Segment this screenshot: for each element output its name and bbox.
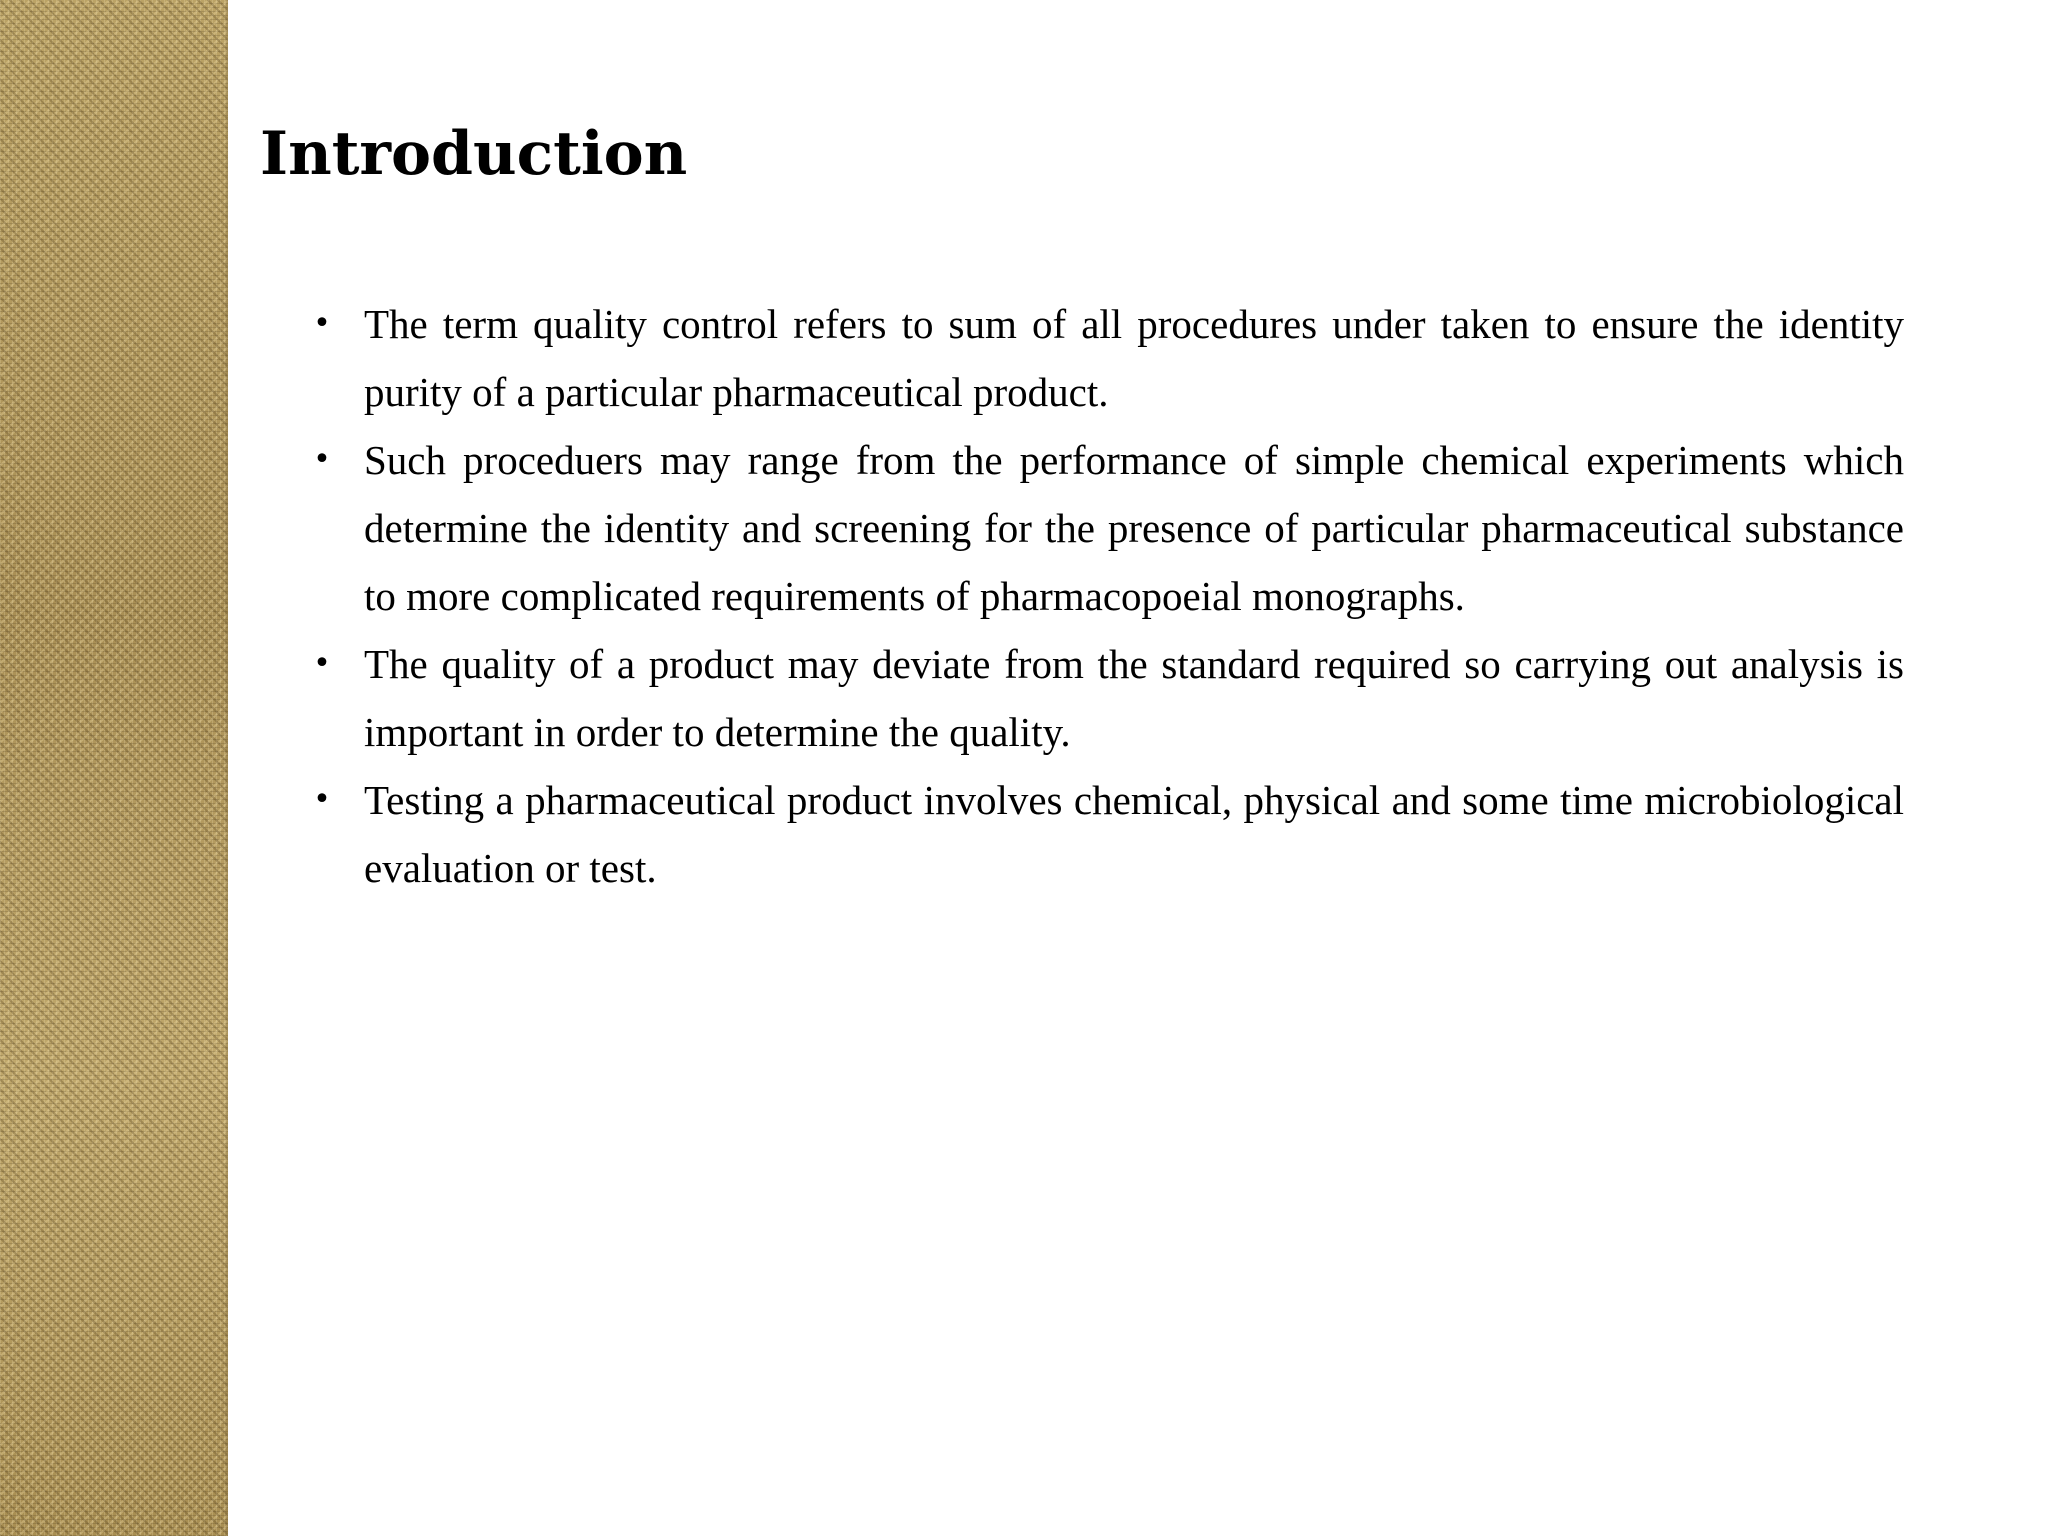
bullet-icon: • (313, 782, 331, 817)
slide-title: Introduction (260, 119, 688, 189)
sidebar-edge-divider (226, 0, 228, 1536)
bullet-item-quality-deviation (308, 630, 1904, 766)
bullet-icon: • (313, 646, 331, 681)
bullet-text: Testing a pharmaceutical product involves chemical, physical and some time microbiological evaluation or test. (364, 777, 1904, 891)
bullet-icon: • (313, 442, 331, 477)
bullet-item-procedures-range (308, 426, 1904, 630)
bullet-list (308, 290, 1904, 902)
bullet-text: The term quality control refers to sum of all procedures under taken to ensure the identity purity of a particular pharmaceutical product. (364, 301, 1904, 415)
bullet-item-testing-types (308, 766, 1904, 902)
burlap-texture-sidebar (0, 0, 228, 1536)
bullet-icon: • (313, 306, 331, 341)
bullet-text: Such proceduers may range from the performance of simple chemical experiments which determine the identity and screening for the presence of particular pharmaceutical substance to more complicated requirements of pharmacopoeial monographs. (364, 437, 1904, 619)
bullet-item-quality-control-definition (308, 290, 1904, 426)
bullet-text: The quality of a product may deviate from the standard required so carrying out analysis is important in order to determine the quality. (364, 641, 1904, 755)
